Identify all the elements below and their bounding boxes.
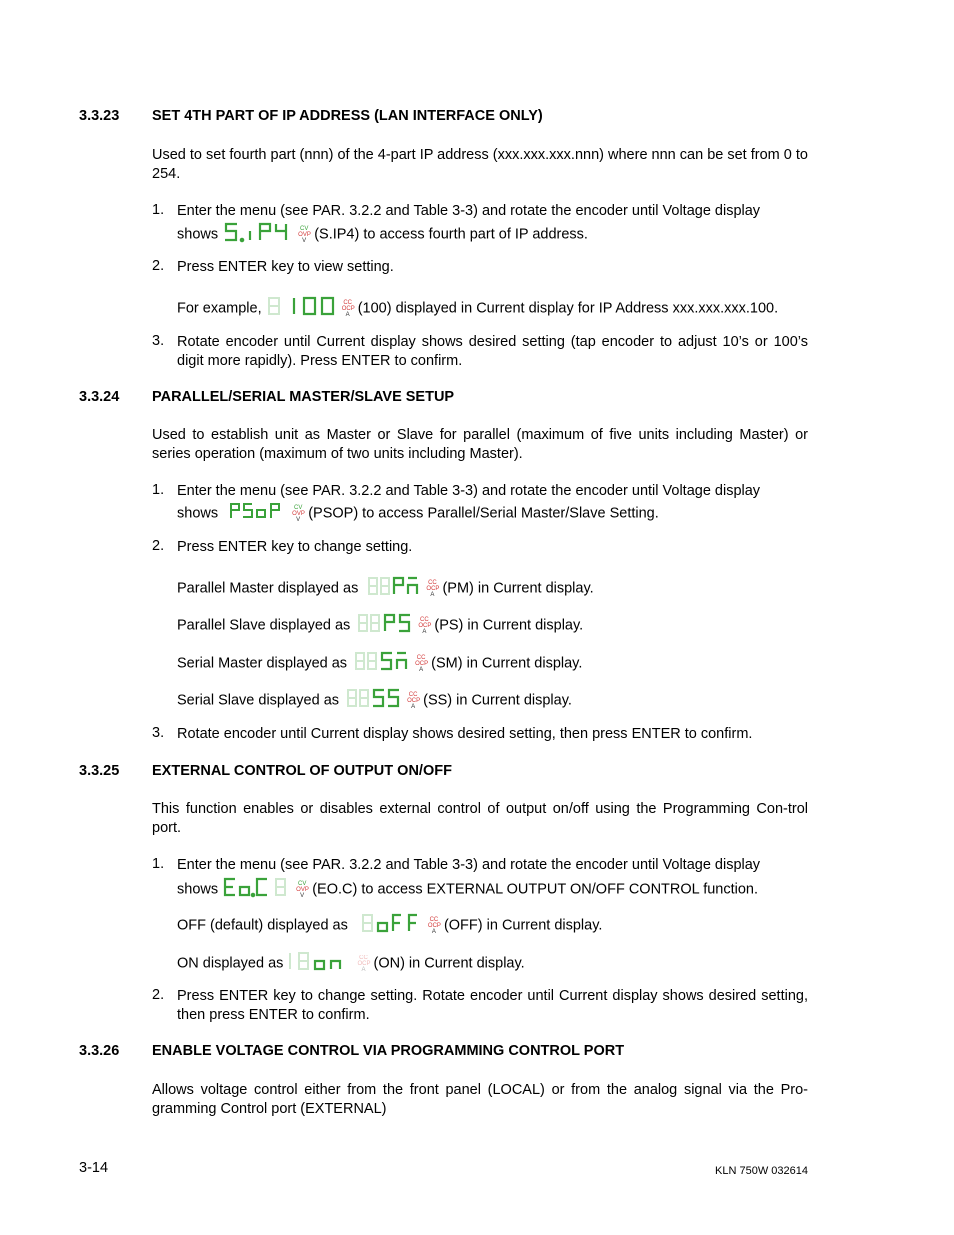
- voltage-indicator-icon: CV OVP V: [298, 225, 311, 244]
- option-text: (SS) in Current display.: [423, 692, 572, 709]
- off-line: [177, 911, 602, 941]
- current-indicator-icon: CC OCP A: [341, 299, 355, 318]
- document-id: KLN 750W 032614: [715, 1165, 808, 1177]
- step-text: shows: [177, 226, 219, 243]
- paragraph-intro: Used to establish unit as Master or Slave for parallel (maximum of five units including Master) or series operation (maximum of two units including Master).: [152, 427, 808, 462]
- example-text: For example,: [177, 300, 262, 317]
- option-text: (PM) in Current display.: [442, 580, 594, 597]
- seven-segment-display-off: [360, 911, 424, 941]
- step-text: Rotate encoder until Current display shows desired setting (tap encoder to adjust 10’s or 100’s digit more rapidly). Press ENTER to confirm.: [177, 334, 808, 369]
- option-text: (OFF) in Current display.: [443, 917, 603, 934]
- step-text: Enter the menu (see PAR. 3.2.2 and Table 3-3) and rotate the encoder until Voltage display: [177, 857, 761, 873]
- paragraph-intro: Allows voltage control either from the front panel (LOCAL) or from the analog signal via the Pro-gramming Control port (EXTERNAL): [152, 1082, 808, 1117]
- seven-segment-display-sm: [353, 650, 411, 678]
- step-text: Press ENTER key to change setting.: [177, 539, 413, 555]
- step-text: shows: [177, 505, 219, 522]
- step-number: 1.: [152, 202, 165, 218]
- section-number-3-3-26: 3.3.26: [79, 1043, 120, 1059]
- section-title-3-3-24: PARALLEL/SERIAL MASTER/SLAVE SETUP: [152, 389, 455, 405]
- option-text: Serial Master displayed as: [177, 655, 348, 672]
- seven-segment-display-pm: [366, 575, 422, 603]
- option-text: Serial Slave displayed as: [177, 692, 340, 709]
- option-line-sm: [177, 650, 582, 678]
- option-line-ss: [177, 687, 572, 715]
- current-indicator-icon: CC OCP A: [407, 691, 421, 710]
- option-text: Parallel Master displayed as: [177, 580, 359, 597]
- step-text: (S.IP4) to access fourth part of IP address.: [314, 226, 588, 243]
- step-text: (EO.C) to access EXTERNAL OUTPUT ON/OFF CONTROL function.: [312, 881, 759, 898]
- section-title-3-3-23: SET 4TH PART OF IP ADDRESS (LAN INTERFACE ONLY): [152, 108, 543, 124]
- step-text: Rotate encoder until Current display shows desired setting, then press ENTER to confirm.: [177, 726, 753, 742]
- seven-segment-display-psop: [228, 501, 288, 527]
- step-text: Press ENTER key to change setting. Rotate encoder until Current display shows desired setting, then press ENTER to confirm.: [177, 988, 808, 1023]
- section-number-3-3-24: 3.3.24: [79, 389, 120, 405]
- seven-segment-display-ss: [345, 687, 403, 715]
- paragraph-intro: This function enables or disables external control of output on/off using the Programming Con-trol port.: [152, 801, 808, 836]
- option-text: (SM) in Current display.: [431, 655, 583, 672]
- voltage-indicator-icon: CV OVP V: [296, 880, 309, 899]
- section-number-3-3-23: 3.3.23: [79, 108, 120, 124]
- step-text: shows: [177, 881, 219, 898]
- step-number: 3.: [152, 333, 165, 349]
- step-text: Enter the menu (see PAR. 3.2.2 and Table 3-3) and rotate the encoder until Voltage display: [177, 483, 761, 499]
- seven-segment-display-on: [287, 949, 353, 979]
- option-text: (ON) in Current display.: [373, 955, 525, 972]
- example-text: (100) displayed in Current display for IP Address xxx.xxx.xxx.100.: [357, 300, 779, 317]
- step-number: 3.: [152, 725, 165, 741]
- option-line-pm: [177, 575, 594, 603]
- step-number: 2.: [152, 987, 165, 1003]
- step-text-line: [177, 875, 758, 905]
- current-indicator-icon: CC OCP A: [418, 616, 432, 635]
- example-line: [177, 294, 778, 324]
- step-text-line: [177, 220, 588, 250]
- current-indicator-icon: CC OCP A: [357, 954, 371, 973]
- step-number: 2.: [152, 258, 165, 274]
- section-title-3-3-25: EXTERNAL CONTROL OF OUTPUT ON/OFF: [152, 763, 452, 779]
- step-text-line: [177, 501, 659, 527]
- seven-segment-display-sip4: [222, 220, 294, 250]
- current-indicator-icon: CC OCP A: [427, 916, 441, 935]
- option-text: (PS) in Current display.: [434, 617, 584, 634]
- current-indicator-icon: CC OCP A: [426, 579, 440, 598]
- voltage-indicator-icon: CV OVP V: [292, 504, 305, 523]
- section-title-3-3-26: ENABLE VOLTAGE CONTROL VIA PROGRAMMING CONTROL PORT: [152, 1043, 625, 1059]
- step-text: (PSOP) to access Parallel/Serial Master/Slave Setting.: [308, 505, 659, 522]
- paragraph-intro: Used to set fourth part (nnn) of the 4-part IP address (xxx.xxx.xxx.nnn) where nnn can be set from 0 to 254.: [152, 147, 808, 182]
- step-text: Press ENTER key to view setting.: [177, 259, 394, 275]
- step-text: Enter the menu (see PAR. 3.2.2 and Table 3-3) and rotate the encoder until Voltage display: [177, 203, 761, 219]
- page-number: 3-14: [79, 1160, 109, 1176]
- seven-segment-display-eoc: [222, 875, 292, 905]
- seven-segment-display-100: [266, 294, 338, 324]
- option-text: ON displayed as: [177, 955, 284, 972]
- option-text: Parallel Slave displayed as: [177, 617, 351, 634]
- option-line-ps: [177, 612, 583, 640]
- section-number-3-3-25: 3.3.25: [79, 763, 120, 779]
- on-line: [177, 949, 525, 979]
- seven-segment-display-ps: [356, 612, 414, 640]
- step-number: 1.: [152, 856, 165, 872]
- step-number: 2.: [152, 538, 165, 554]
- option-text: OFF (default) displayed as: [177, 917, 348, 934]
- current-indicator-icon: CC OCP A: [415, 654, 429, 673]
- step-number: 1.: [152, 482, 165, 498]
